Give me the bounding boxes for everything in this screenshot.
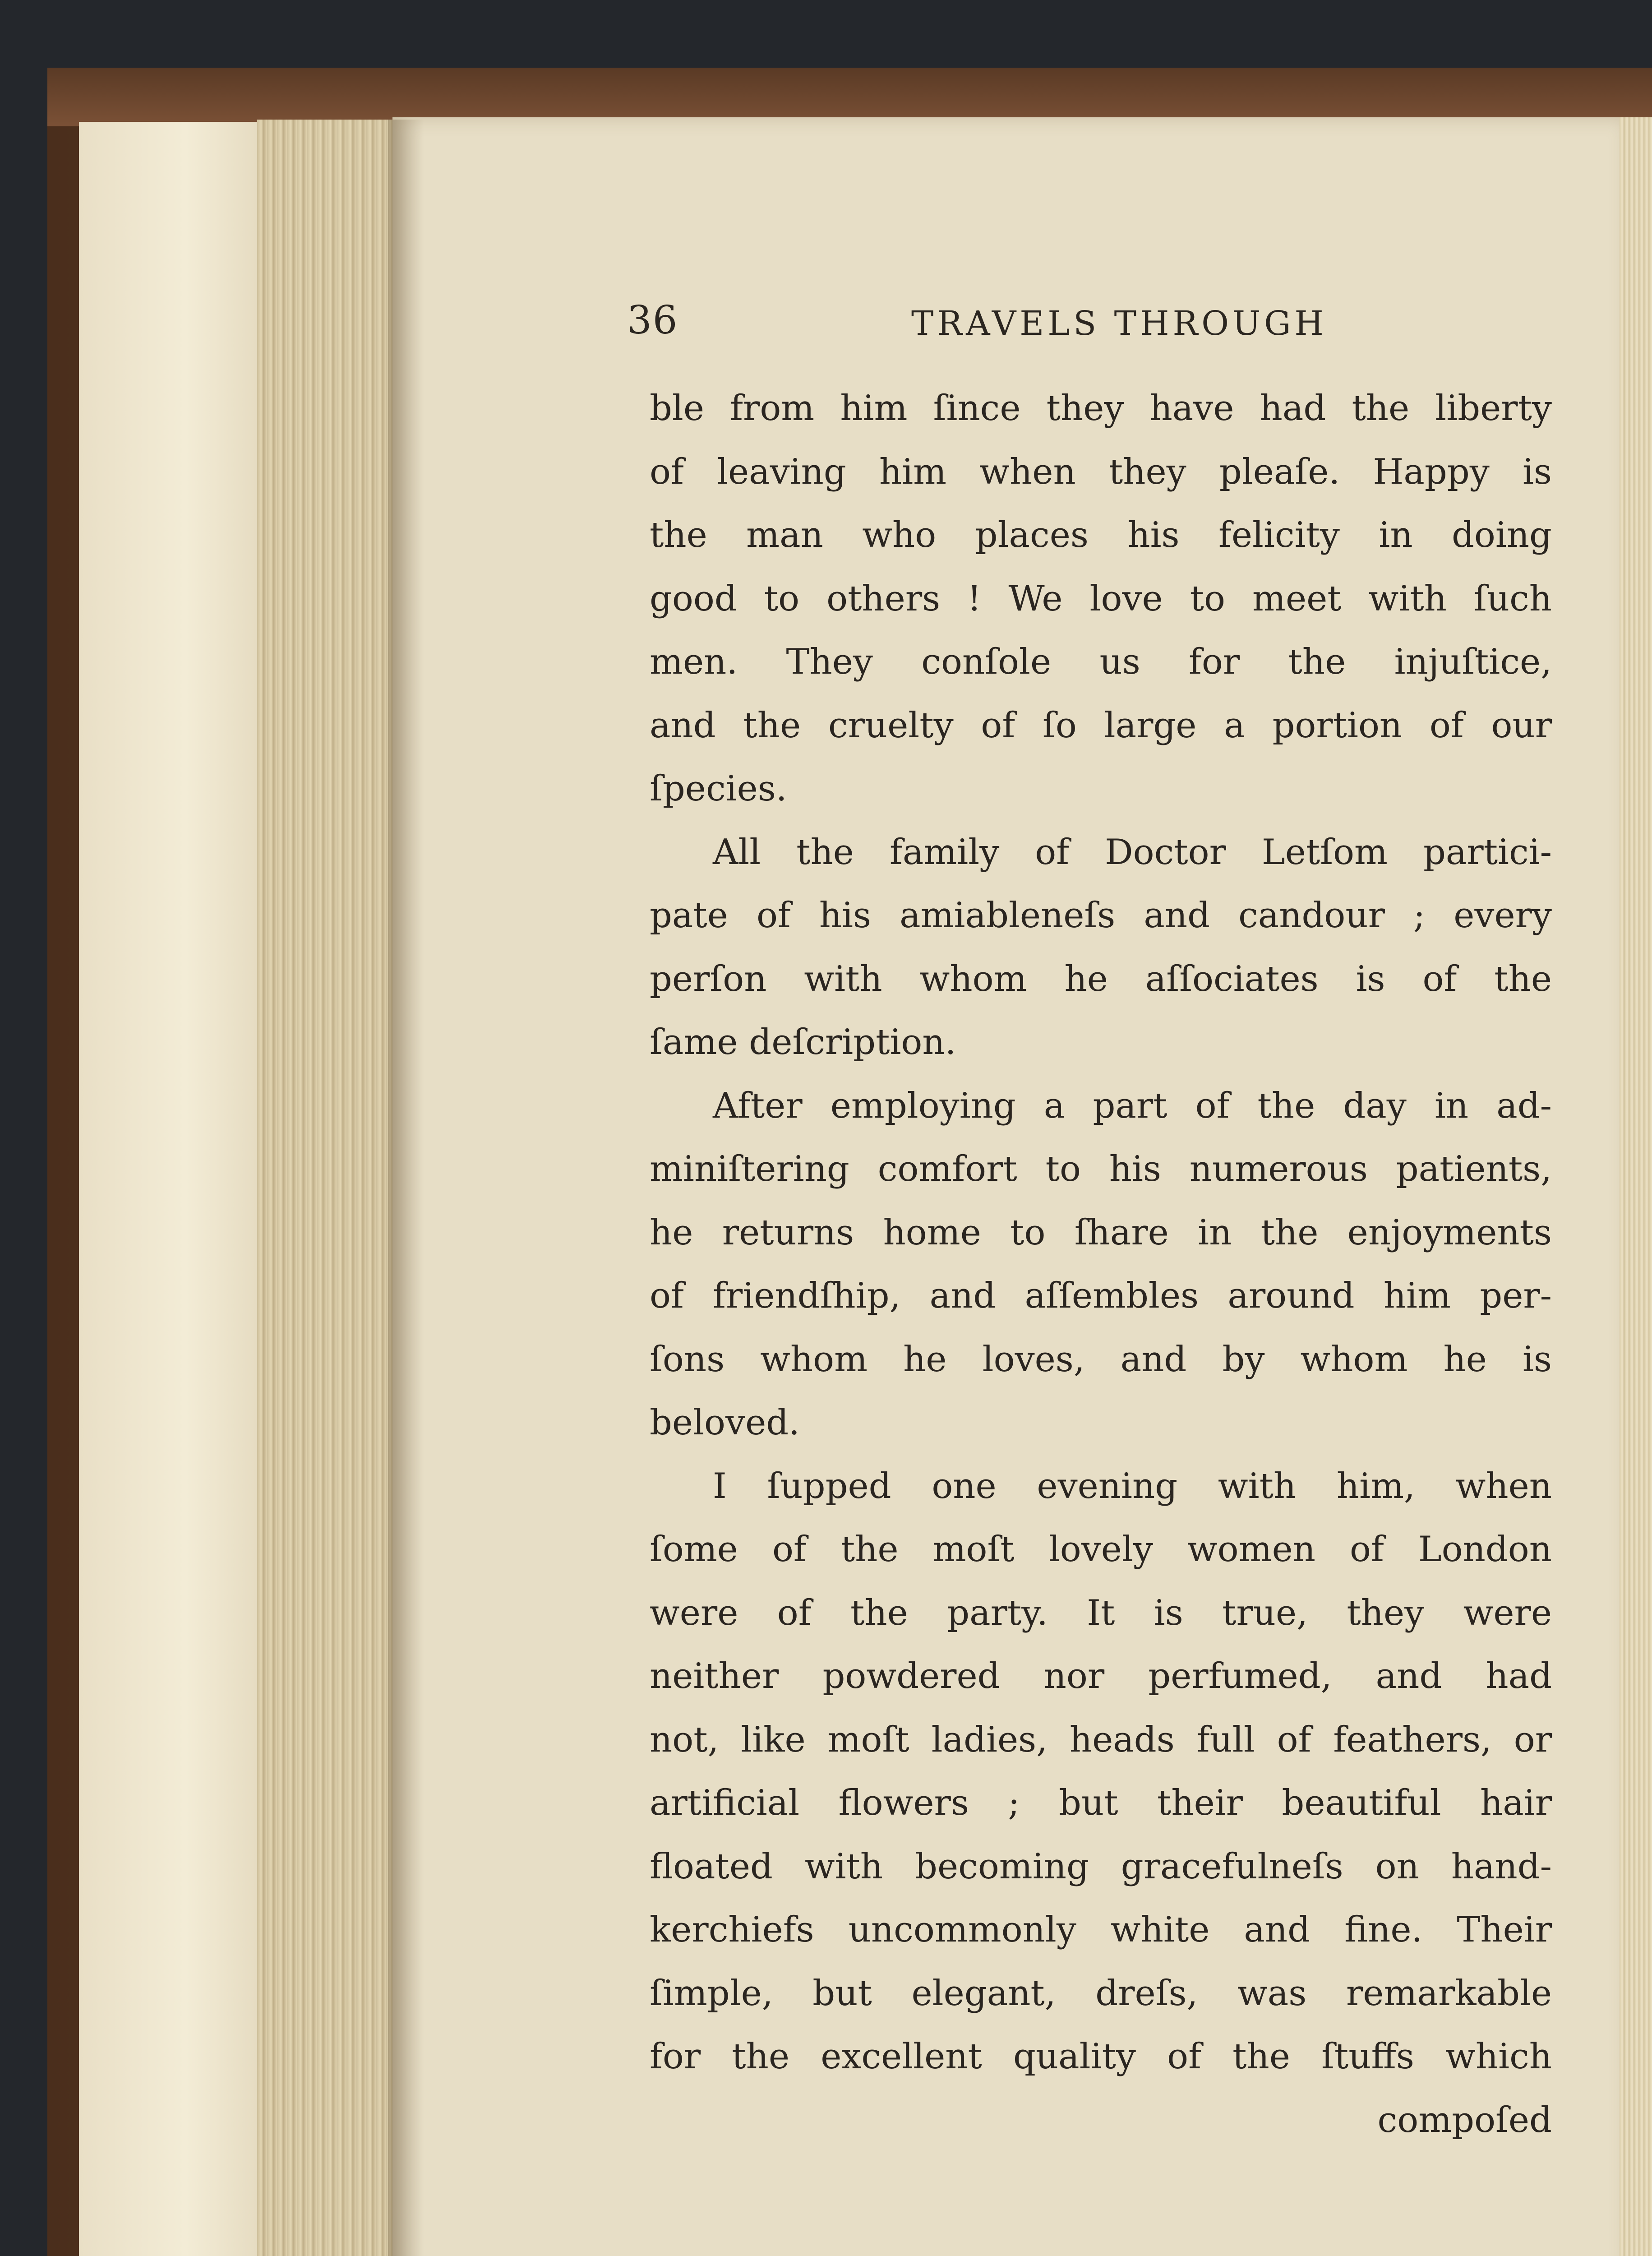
catchword: compoſed	[1377, 2099, 1552, 2140]
body-text	[650, 377, 1552, 2152]
paragraph-start: After employing a part of the day in ad-	[713, 1085, 1552, 1126]
text-line: ſimple, but elegant, dreſs, was remarkable	[650, 1973, 1552, 2014]
text-line: of friendſhip, and aſſembles around him per-	[650, 1276, 1552, 1316]
text-line: ſame deſcription.	[650, 1022, 956, 1063]
running-head: TRAVELS THROUGH	[911, 304, 1327, 343]
text-line: ble from him ſince they have had the liberty	[650, 388, 1552, 429]
text-line: of leaving him when they pleaſe. Happy is	[650, 451, 1552, 492]
page-stack-edges	[257, 120, 392, 2256]
paragraph-start: I ſupped one evening with him, when	[713, 1465, 1552, 1507]
text-line: beloved.	[650, 1402, 800, 1443]
paragraph-start: All the family of Doctor Letſom partici-	[713, 832, 1552, 873]
text-line: for the excellent quality of the ſtuffs which	[650, 2036, 1552, 2077]
text-line: pate of his amiableneſs and candour ; every	[650, 895, 1552, 936]
text-line: ſons whom he loves, and by whom he is	[650, 1339, 1552, 1380]
text-line: artificial flowers ; but their beautiful hair	[650, 1783, 1552, 1823]
text-line: floated with becoming gracefulneſs on hand-	[650, 1846, 1552, 1887]
page-number: 36	[627, 298, 678, 343]
text-line: kerchiefs uncommonly white and fine. Their	[650, 1909, 1552, 1950]
text-line: were of the party. It is true, they were	[650, 1592, 1552, 1633]
text-line: and the cruelty of ſo large a portion of our	[650, 705, 1552, 746]
page-header	[627, 298, 1403, 356]
flyleaf	[79, 122, 257, 2256]
page-right-edge	[1620, 117, 1652, 2256]
text-line: neither powdered nor perfumed, and had	[650, 1656, 1552, 1697]
gutter-shadow	[388, 120, 424, 2256]
text-line: he returns home to ſhare in the enjoyments	[650, 1212, 1552, 1253]
text-line: the man who places his felicity in doing	[650, 515, 1552, 555]
text-line: men. They conſole us for the injuſtice,	[650, 642, 1552, 682]
text-line: perſon with whom he aſſociates is of the	[650, 958, 1552, 999]
text-line: not, like moſt ladies, heads full of feathers, or	[650, 1719, 1552, 1760]
text-line: miniſtering comfort to his numerous patients,	[650, 1149, 1552, 1189]
text-line: ſome of the moſt lovely women of London	[650, 1529, 1552, 1570]
text-line: ſpecies.	[650, 768, 787, 809]
text-line: good to others ! We love to meet with ſuch	[650, 578, 1552, 619]
